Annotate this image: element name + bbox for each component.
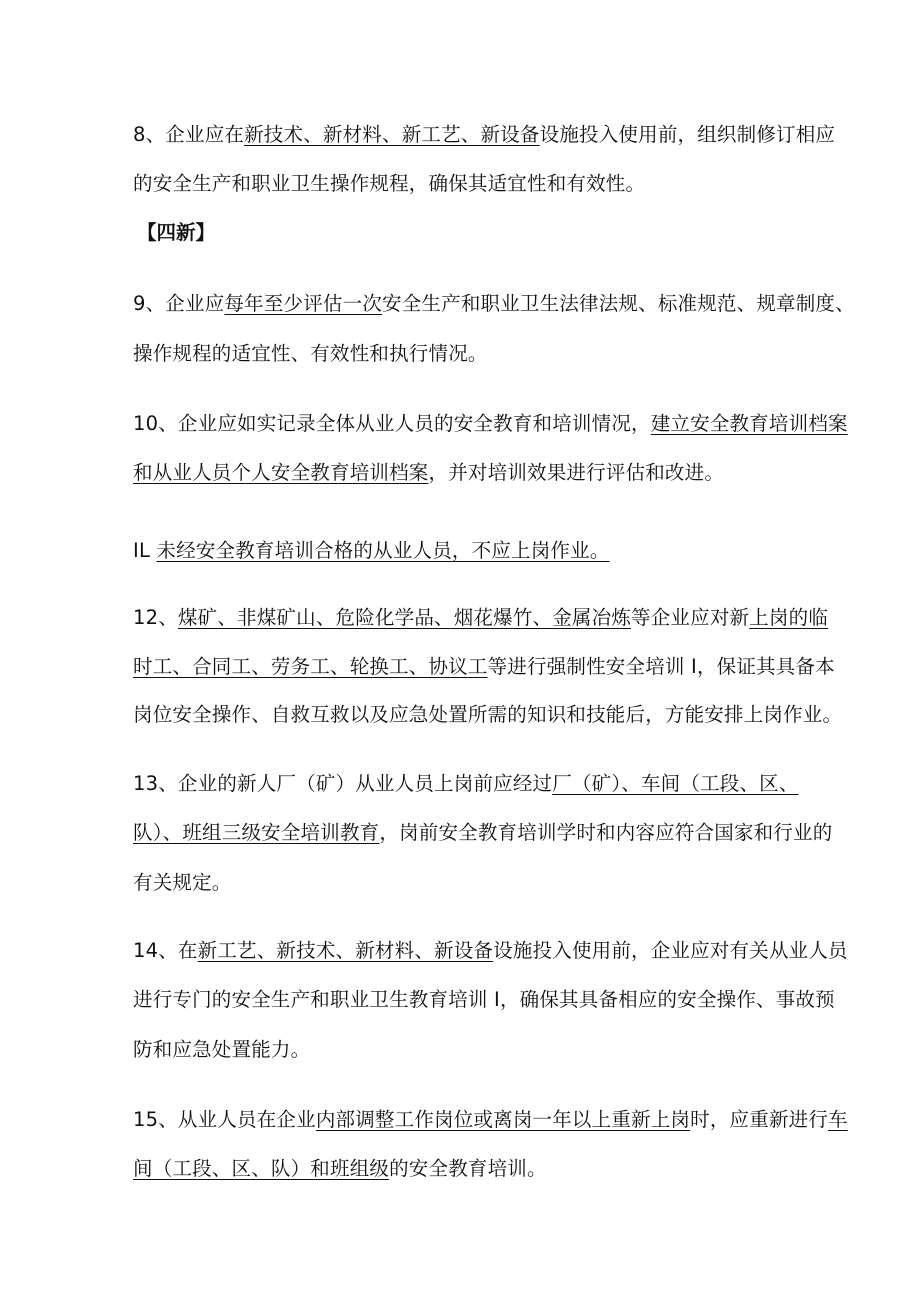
paragraph-8-line-1 <box>133 122 835 148</box>
paragraph-12-line-1 <box>133 605 828 631</box>
text-run: ，并对培训效果进行评估和改进。 <box>428 461 725 484</box>
text-run: 10、企业应如实记录全体从业人员的安全教育和培训情况， <box>133 412 651 435</box>
text-run: 的安全教育培训。 <box>389 1157 547 1180</box>
underlined-text-run: 未经安全教育培训合格的从业人员，不应上岗作业。 <box>156 539 610 562</box>
text-run: 操作规程的适宜性、有效性和执行情况。 <box>133 342 488 365</box>
underlined-text-run: 内部调整工作岗位或离岗一年以上重新上岗 <box>315 1108 691 1131</box>
text-run: 等进行强制性安全培训 I，保证其具备本 <box>487 655 835 678</box>
text-run: 等企业应对新 <box>631 606 750 629</box>
underlined-text-run: 煤矿、非煤矿山、危险化学品、烟花爆竹、金属冶炼 <box>177 606 632 629</box>
text-run: 进行专门的安全生产和职业卫生教育培训 I，确保其具备相应的安全操作、事故预 <box>133 988 835 1011</box>
text-run: IL <box>133 539 157 562</box>
text-run: ，岗前安全教育培训学时和内容应符合国家和行业的 <box>379 821 833 844</box>
paragraph-10-line-1 <box>133 411 848 437</box>
underlined-text-run: 建立安全教育培训档案 <box>650 412 848 435</box>
text-run: 8、企业应在 <box>133 123 245 146</box>
text-run: 防和应急处置能力。 <box>133 1038 311 1061</box>
text-run: 安全生产和职业卫生法律法规、标准规范、规章制度、 <box>382 292 855 315</box>
underlined-text-run: 每年至少评估一次 <box>224 292 383 315</box>
text-run: 12、 <box>133 606 178 629</box>
paragraph-11-line-1 <box>133 538 610 564</box>
paragraph-13-line-3 <box>133 870 232 896</box>
text-run: 14、在 <box>133 939 198 962</box>
paragraph-13-line-1 <box>133 771 799 797</box>
text-run: 15、从业人员在企业 <box>133 1108 316 1131</box>
underlined-text-run: 队）、班组三级安全培训教育 <box>133 821 380 844</box>
underlined-text-run: 厂（矿）、车间（工段、区、 <box>552 772 799 795</box>
text-run: 9、企业应 <box>133 292 225 315</box>
paragraph-13-line-2 <box>133 820 832 846</box>
text-run: 13、企业的新人厂（矿）从业人员上岗前应经过 <box>133 772 553 795</box>
underlined-text-run: 和从业人员个人安全教育培训档案 <box>133 461 429 484</box>
text-run: 设施投入使用前，企业应对有关从业人员 <box>493 939 848 962</box>
paragraph-14-line-1 <box>133 938 848 964</box>
text-run: 岗位安全操作、自救互救以及应急处置所需的知识和技能后，方能安排上岗作业。 <box>133 703 843 726</box>
underlined-text-run: 时工、合同工、劳务工、轮换工、协议工 <box>133 655 488 678</box>
underlined-text-run: 上岗的临 <box>749 606 829 629</box>
section-heading: 【四新】 <box>137 221 216 244</box>
paragraph-12-line-3 <box>133 702 842 728</box>
paragraph-9-line-2 <box>133 341 488 367</box>
paragraph-15-line-1 <box>133 1107 848 1133</box>
underlined-text-run: 新技术、新材料、新工艺、新设备 <box>244 123 540 146</box>
paragraph-9-line-1 <box>133 291 855 317</box>
text-run: 设施投入使用前，组织制修订相应 <box>539 123 836 146</box>
text-run: 的安全生产和职业卫生操作规程，确保其适宜性和有效性。 <box>133 172 646 195</box>
underlined-text-run: 新工艺、新技术、新材料、新设备 <box>197 939 494 962</box>
paragraph-15-line-2 <box>133 1156 547 1182</box>
underlined-text-run: 间（工段、区、队）和班组级 <box>133 1157 390 1180</box>
text-run: 时，应重新进行 <box>690 1108 829 1131</box>
underlined-text-run: 车 <box>828 1108 848 1131</box>
paragraph-8-line-2 <box>133 171 645 197</box>
paragraph-10-line-2 <box>133 460 724 486</box>
paragraph-14-line-2 <box>133 987 835 1013</box>
text-run: 有关规定。 <box>133 871 232 894</box>
paragraph-14-line-3 <box>133 1037 310 1063</box>
paragraph-12-line-2 <box>133 654 835 680</box>
